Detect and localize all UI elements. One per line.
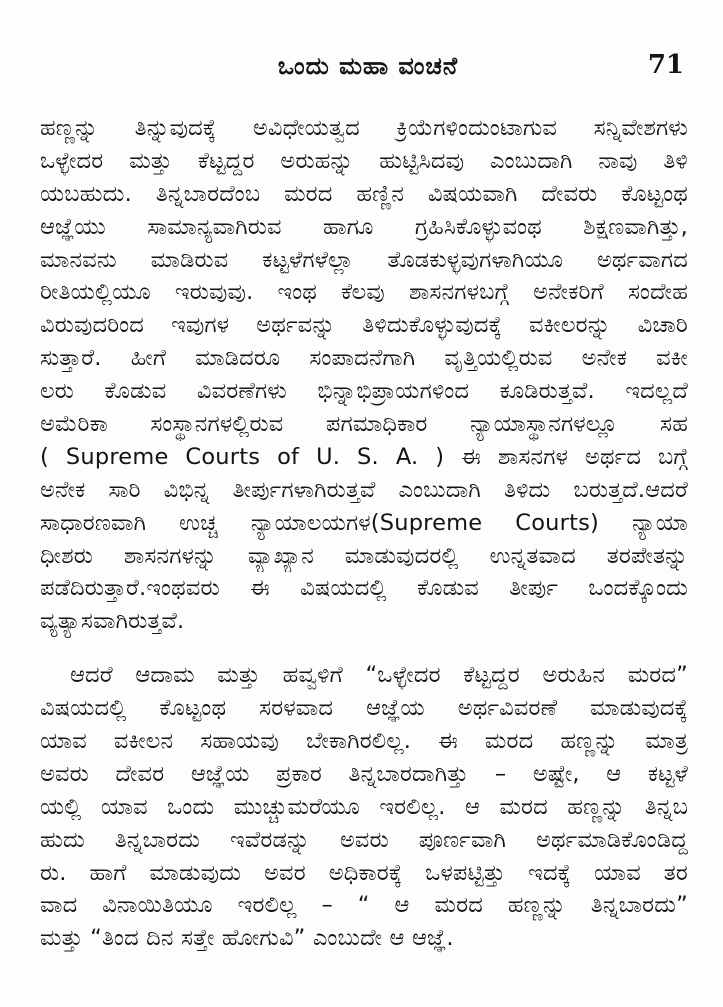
text-line: ಯಲ್ಲಿ ಯಾವ ಒಂದು ಮುಚ್ಚುಮರೆಯೂ ಇರಲಿಲ್ಲ. ಆ ಮರದ ಹಣ್ಣನ್ನು ತಿನ್ನಬ	[40, 793, 688, 820]
text-line: ಸಾಧಾರಣವಾಗಿ ಉಚ್ಚ ನ್ಯಾಯಾಲಯಗಳ(Supreme Courts) ನ್ಯಾಯಾ	[40, 509, 688, 536]
text-line: ಯಾವ ವಕೀಲನ ಸಹಾಯವು ಬೇಕಾಗಿರಲಿಲ್ಲ. ಈ ಮರದ ಹಣ್ಣನ್ನು ಮಾತ್ರ	[40, 728, 688, 755]
text-line: ಒಳ್ಳೇದರ ಮತ್ತು ಕೆಟ್ಟದ್ದರ ಅರುಹನ್ನು ಹುಟ್ಟಿಸಿದವು ಎಂಬುದಾಗಿ ನಾವು ತಿಳಿ	[40, 147, 688, 174]
paragraph-1	[40, 112, 688, 638]
text-line: ಧೀಶರು ಶಾಸನಗಳನ್ನು ವ್ಯಾಖ್ಯಾನ ಮಾಡುವುದರಲ್ಲಿ ಉನ್ನತವಾದ ತರಪೇತನ್ನು	[40, 542, 688, 569]
text-line: ವಾದ ವಿನಾಯಿತಿಯೂ ಇರಲಿಲ್ಲ – “ ಆ ಮರದ ಹಣ್ಣನ್ನು ತಿನ್ನಬಾರದು”	[40, 892, 688, 919]
text-line: ವಿಷಯದಲ್ಲಿ ಕೊಟ್ಟಂಥ ಸರಳವಾದ ಆಜ್ಞೆಯ ಅರ್ಥವಿವರಣೆ ಮಾಡುವುದಕ್ಕೆ	[40, 695, 688, 722]
text-line: ಅನೇಕ ಸಾರಿ ವಿಭಿನ್ನ ತೀರ್ಪುಗಳಾಗಿರುತ್ತವೆ ಎಂಬುದಾಗಿ ತಿಳಿದು ಬರುತ್ತದೆ.ಆದರೆ	[40, 476, 688, 503]
text-line: ಸುತ್ತಾರೆ. ಹೀಗೆ ಮಾಡಿದರೂ ಸಂಪಾದನೆಗಾಗಿ ವೃತ್ತಿಯಲ್ಲಿರುವ ಅನೇಕ ವಕೀ	[40, 345, 688, 372]
text-line: ಮಾನವನು ಮಾಡಿರುವ ಕಟ್ಟಳೆಗಳೆಲ್ಲಾ ತೊಡಕುಳ್ಳವುಗಳಾಗಿಯೂ ಅರ್ಥವಾಗದ	[40, 246, 688, 273]
text-line: ಆಜ್ಞೆಯು ಸಾಮಾನ್ಯವಾಗಿರುವ ಹಾಗೂ ಗ್ರಹಿಸಿಕೊಳ್ಳುವಂಥ ಶಿಕ್ಷಣವಾಗಿತ್ತು,	[40, 213, 688, 240]
text-line: ಯಬಹುದು. ತಿನ್ನಬಾರದೆಂಬ ಮರದ ಹಣ್ಣಿನ ವಿಷಯವಾಗಿ ದೇವರು ಕೊಟ್ಟಂಥ	[40, 180, 688, 207]
text-line: ವಿರುವುದರಿಂದ ಇವುಗಳ ಅರ್ಥವನ್ನು ತಿಳಿದುಕೊಳ್ಳುವುದಕ್ಕೆ ವಕೀಲರನ್ನು ವಿಚಾರಿ	[40, 312, 688, 339]
page-title: ಒಂದು ಮಹಾ ವಂಚನೆ	[277, 52, 459, 80]
text-line: ವ್ಯತ್ಯಾಸವಾಗಿರುತ್ತವೆ.	[40, 608, 185, 635]
text-line: ಹಣ್ಣನ್ನು ತಿನ್ನುವುದಕ್ಕೆ ಅವಿಧೇಯತ್ವದ ಕ್ರಿಯೆಗಳಿಂದುಂಟಾಗುವ ಸನ್ನಿವೇಶಗಳು	[40, 115, 688, 141]
text-line: ಲರು ಕೊಡುವ ವಿವರಣೆಗಳು ಭಿನ್ನಾಭಿಪ್ರಾಯಗಳಿಂದ ಕೂಡಿರುತ್ತವೆ. ಇದಲ್ಲದೆ	[40, 378, 688, 405]
text-line: ಆದರೆ ಆದಾಮ ಮತ್ತು ಹವ್ವಳಿಗೆ “ಒಳ್ಳೇದರ ಕೆಟ್ಟದ್ದರ ಅರುಹಿನ ಮರದ”	[70, 662, 688, 689]
text-line: ಪಡೆದಿರುತ್ತಾರೆ.ಇಂಥವರು ಈ ವಿಷಯದಲ್ಲಿ ಕೊಡುವ ತೀರ್ಪು ಒಂದಕ್ಕೊಂದು	[40, 575, 688, 602]
text-line: ಹುದು ತಿನ್ನಬಾರದು ಇವೆರಡನ್ನು ಅವರು ಪೂರ್ಣವಾಗಿ ಅರ್ಥಮಾಡಿಕೊಂಡಿದ್ದ	[40, 826, 688, 853]
text-line: ರೀತಿಯಲ್ಲಿಯೂ ಇರುವುವು. ಇಂಥ ಕೆಲವು ಶಾಸನಗಳಬಗ್ಗೆ ಅನೇಕರಿಗೆ ಸಂದೇಹ	[40, 279, 688, 306]
paragraph-2	[40, 659, 688, 955]
text-line-english: ( Supreme Courts of U. S. A. ) ಈ ಶಾಸನಗಳ ಅರ್ಥದ ಬಗ್ಗೆ	[40, 443, 688, 470]
text-line: ಮತ್ತು “ತಿಂದ ದಿನ ಸತ್ತೇ ಹೋಗುವಿ” ಎಂಬುದೇ ಆ ಆಜ್ಞೆ.	[40, 925, 454, 952]
text-line: ಅಮೆರಿಕಾ ಸಂಸ್ಥಾನಗಳಲ್ಲಿರುವ ಪಗಮಾಧಿಕಾರ ನ್ಯಾಯಾಸ್ಥಾನಗಳಲ್ಲೂ ಸಹ	[40, 411, 688, 438]
body-text	[40, 112, 688, 955]
text-line: ರು. ಹಾಗೆ ಮಾಡುವುದು ಅವರ ಅಧಿಕಾರಕ್ಕೆ ಒಳಪಟ್ಟಿತ್ತು ಇದಕ್ಕೆ ಯಾವ ತರ	[40, 859, 688, 886]
running-header	[40, 52, 686, 86]
text-line: ಅವರು ದೇವರ ಆಜ್ಞೆಯ ಪ್ರಕಾರ ತಿನ್ನಬಾರದಾಗಿತ್ತು – ಅಷ್ಟೇ, ಆ ಕಟ್ಟಳೆ	[40, 760, 688, 787]
page-number: 71	[647, 50, 684, 80]
